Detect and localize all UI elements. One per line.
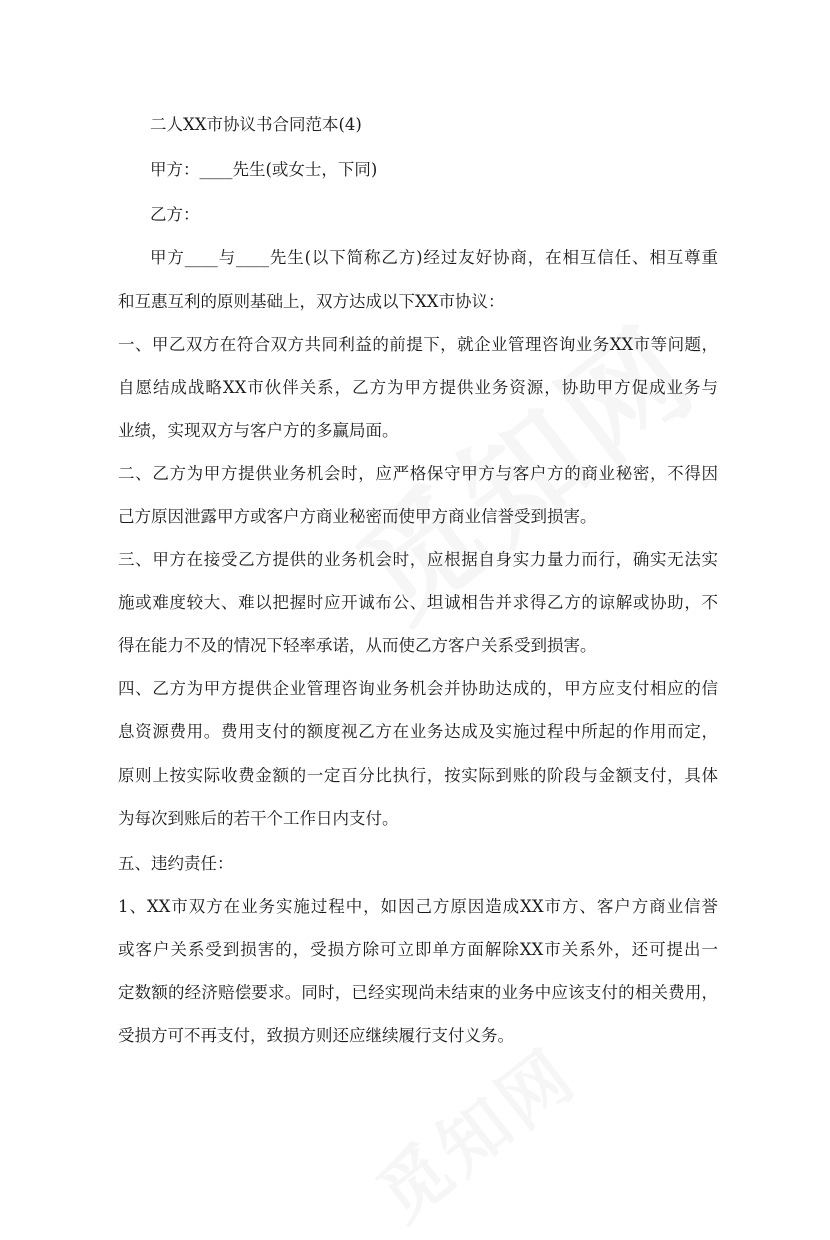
intro-line-1: 甲方____与____先生(以下简称乙方)经过友好协商，在相互信任、相互尊重 xyxy=(150,248,718,267)
clause-5-1-line-3: 定数额的经济赔偿要求。同时，已经实现尚未结束的业务中应该支付的相关费用， xyxy=(118,983,718,1002)
clause-5-1-line-1: 1、XX市双方在业务实施过程中，如因己方原因造成XX市方、客户方商业信誉 xyxy=(118,897,718,916)
clause-2-line-2: 己方原因泄露甲方或客户方商业秘密而使甲方商业信誉受到损害。 xyxy=(118,507,597,526)
clause-4-line-4: 为每次到账后的若干个工作日内支付。 xyxy=(118,809,399,828)
clause-1-line-1: 一、甲乙双方在符合双方共同利益的前提下，就企业管理咨询业务XX市等问题， xyxy=(118,335,718,354)
clause-5-1-line-2: 或客户关系受到损害的，受损方除可立即单方面解除XX市关系外，还可提出一 xyxy=(118,940,718,959)
clause-3-line-3: 得在能力不及的情况下轻率承诺，从而使乙方客户关系受到损害。 xyxy=(118,636,597,655)
clause-2-line-1: 二、乙方为甲方提供业务机会时，应严格保守甲方与客户方的商业秘密，不得因 xyxy=(118,464,718,483)
clause-4-line-1: 四、乙方为甲方提供企业管理咨询业务机会并协助达成的，甲方应支付相应的信 xyxy=(118,679,718,698)
intro-line-2: 和互惠互利的原则基础上，双方达成以下XX市协议： xyxy=(118,292,505,311)
watermark-bottom xyxy=(353,1021,595,1240)
clause-4-line-3: 原则上按实际收费金额的一定百分比执行，按实际到账的阶段与金额支付，具体 xyxy=(118,766,718,785)
party-b-line: 乙方： xyxy=(150,205,200,224)
document-title: 二人XX市协议书合同范本(4) xyxy=(150,115,362,134)
clause-5-heading: 五、违约责任： xyxy=(118,854,234,873)
clause-3-line-1: 三、甲方在接受乙方提供的业务机会时，应根据自身实力量力而行，确实无法实 xyxy=(118,550,718,569)
clause-1-line-3: 业绩，实现双方与客户方的多赢局面。 xyxy=(118,421,399,440)
clause-4-line-2: 息资源费用。费用支付的额度视乙方在业务达成及实施过程中所起的作用而定， xyxy=(118,722,718,741)
clause-5-1-line-4: 受损方可不再支付，致损方则还应继续履行支付义务。 xyxy=(118,1026,514,1045)
clause-1-line-2: 自愿结成战略XX市伙伴关系，乙方为甲方提供业务资源，协助甲方促成业务与 xyxy=(118,378,718,397)
clause-3-line-2: 施或难度较大、难以把握时应开诚布公、坦诚相告并求得乙方的谅解或协助，不 xyxy=(118,593,718,612)
party-a-line: 甲方：____先生(或女士，下同) xyxy=(150,160,378,179)
